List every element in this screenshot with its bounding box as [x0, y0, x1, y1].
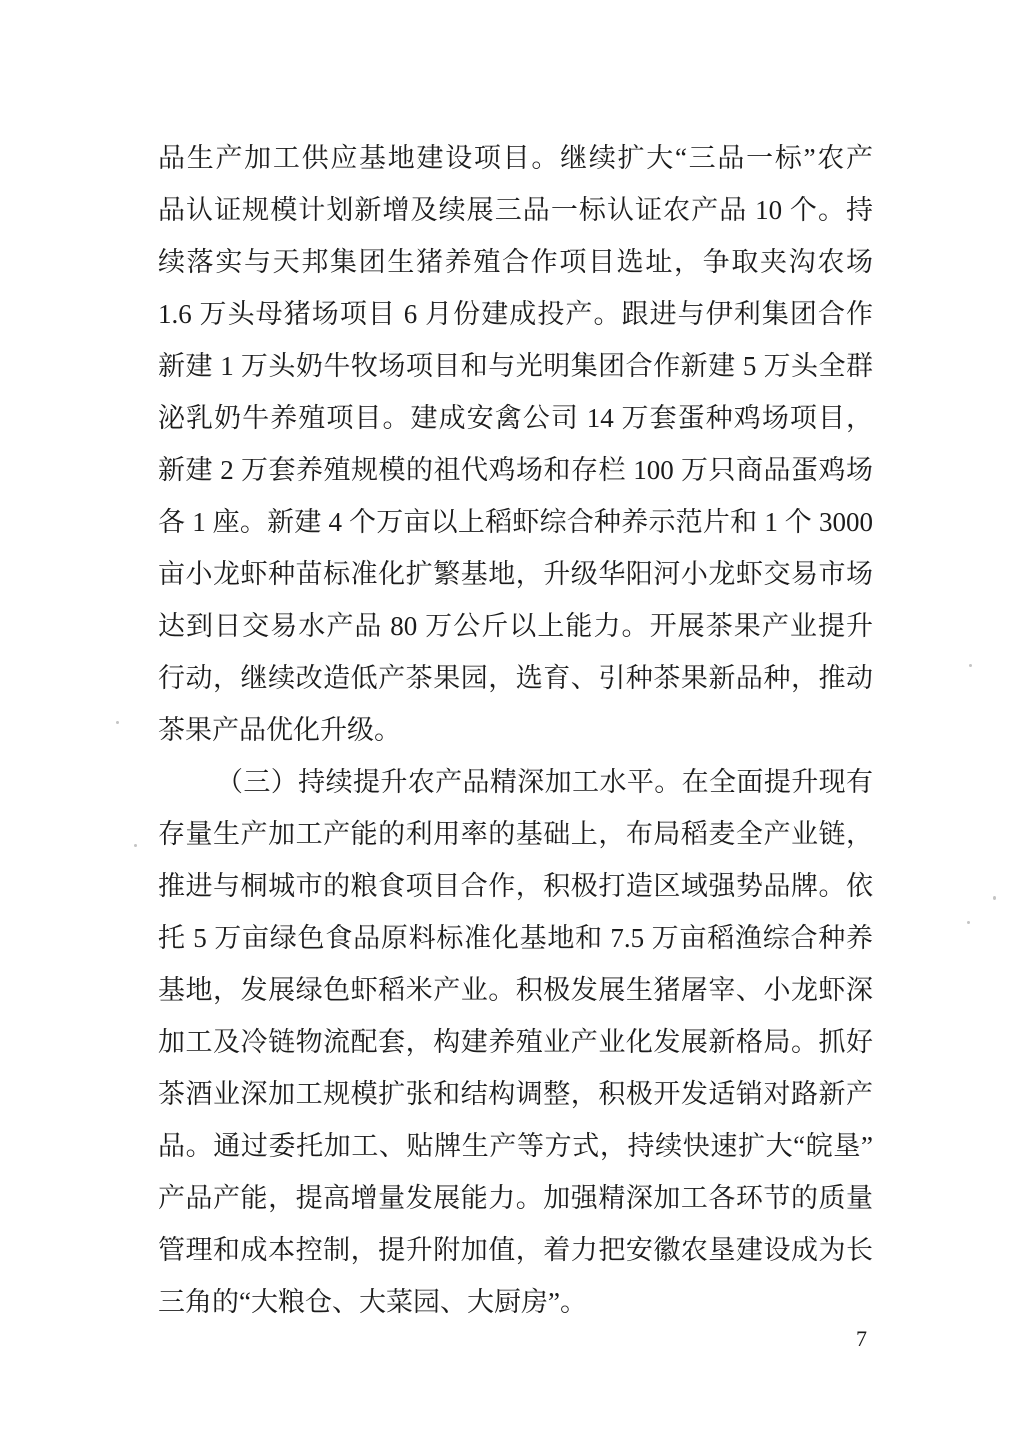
text-line: 托 5 万亩绿色食品原料标准化基地和 7.5 万亩稻渔综合种养: [158, 923, 873, 953]
text-line: 品生产加工供应基地建设项目。继续扩大“三品一标”农产: [158, 143, 873, 173]
text-line: 存量生产加工产能的利用率的基础上，布局稻麦全产业链，: [158, 819, 873, 849]
text-line: 各 1 座。新建 4 个万亩以上稻虾综合种养示范片和 1 个 3000: [158, 507, 873, 537]
scan-speck: [993, 896, 996, 900]
text-line-paragraph-end: 茶果产品优化升级。: [158, 715, 401, 745]
scan-speck: [969, 664, 972, 667]
text-line: 产品产能，提高增量发展能力。加强精深加工各环节的质量: [158, 1183, 873, 1213]
text-line: 推进与桐城市的粮食项目合作，积极打造区域强势品牌。依: [158, 871, 873, 901]
text-line-paragraph-end: 三角的“大粮仓、大菜园、大厨房”。: [158, 1287, 587, 1317]
text-line: 达到日交易水产品 80 万公斤以上能力。开展茶果产业提升: [158, 611, 873, 641]
text-line: 续落实与天邦集团生猪养殖合作项目选址，争取夹沟农场: [158, 247, 873, 277]
scan-speck: [116, 721, 119, 724]
text-line: 行动，继续改造低产茶果园，选育、引种茶果新品种，推动: [158, 663, 873, 693]
text-line: 基地，发展绿色虾稻米产业。积极发展生猪屠宰、小龙虾深: [158, 975, 873, 1005]
page-number: 7: [856, 1326, 867, 1351]
text-line: 加工及冷链物流配套，构建养殖业产业化发展新格局。抓好: [158, 1027, 873, 1057]
body-text: [158, 132, 873, 1328]
section-heading-line: （三）持续提升农产品精深加工水平。在全面提升现有: [216, 767, 873, 797]
text-line: 泌乳奶牛养殖项目。建成安禽公司 14 万套蛋种鸡场项目，: [158, 403, 873, 433]
text-line: 新建 2 万套养殖规模的祖代鸡场和存栏 100 万只商品蛋鸡场: [158, 455, 873, 485]
text-line: 品。通过委托加工、贴牌生产等方式，持续快速扩大“皖垦”: [158, 1131, 873, 1161]
text-line: 新建 1 万头奶牛牧场项目和与光明集团合作新建 5 万头全群: [158, 351, 873, 381]
text-line: 亩小龙虾种苗标准化扩繁基地，升级华阳河小龙虾交易市场: [158, 559, 873, 589]
text-line: 管理和成本控制，提升附加值，着力把安徽农垦建设成为长: [158, 1235, 873, 1265]
text-line: 品认证规模计划新增及续展三品一标认证农产品 10 个。持: [158, 195, 873, 225]
text-line: 茶酒业深加工规模扩张和结构调整，积极开发适销对路新产: [158, 1079, 873, 1109]
scan-speck: [967, 921, 970, 924]
text-line: 1.6 万头母猪场项目 6 月份建成投产。跟进与伊利集团合作: [158, 299, 873, 329]
scan-speck: [134, 844, 137, 847]
